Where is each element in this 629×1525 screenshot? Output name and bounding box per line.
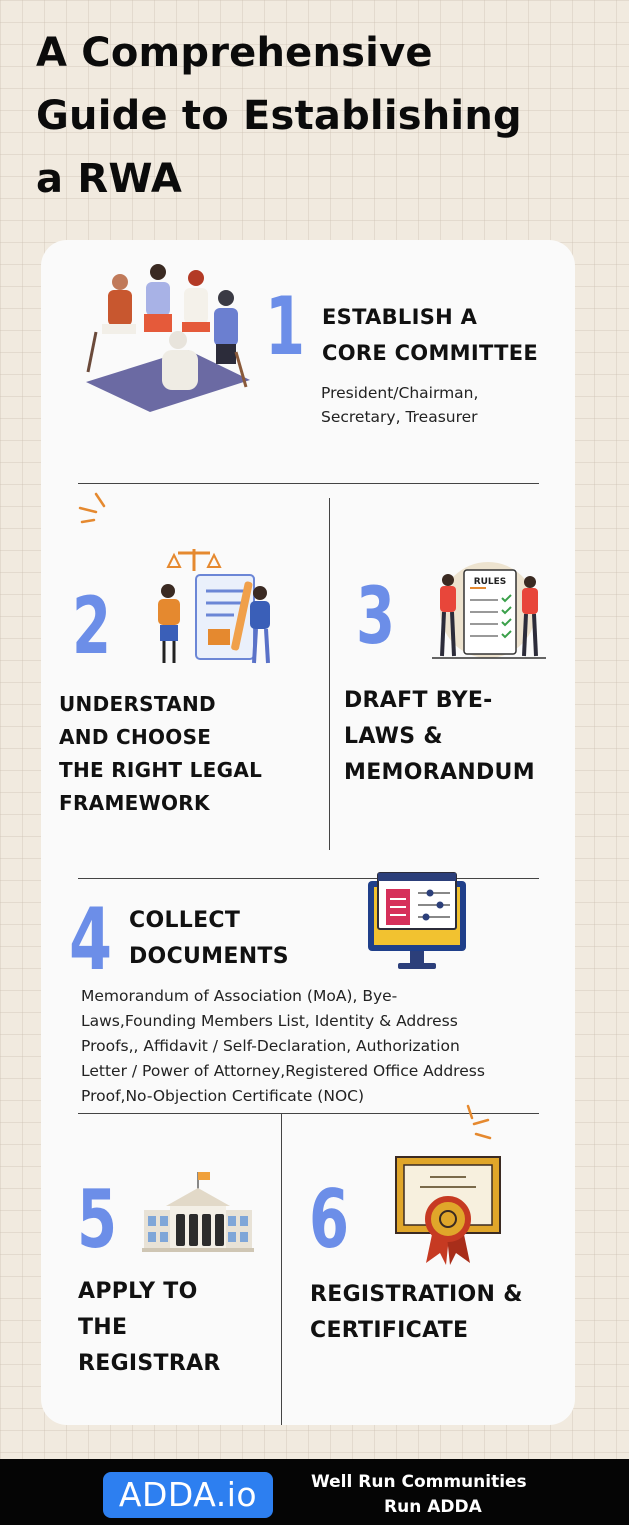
step-1-number: 1	[265, 280, 306, 373]
legal-framework-icon	[152, 545, 276, 667]
spark-lines-2-icon	[462, 1104, 494, 1140]
step-4-heading	[129, 903, 289, 975]
step-2-number: 2	[72, 582, 112, 672]
divider-1	[78, 483, 539, 484]
divider-2-3	[329, 498, 330, 850]
step-2-heading	[59, 688, 262, 820]
step-2-heading-line-4: FRAMEWORK	[59, 791, 210, 815]
rules-board-icon	[428, 560, 550, 662]
step-5-heading-line-1: APPLY TO	[78, 1279, 198, 1304]
page-title	[36, 22, 596, 211]
spark-lines-icon	[76, 490, 108, 526]
title-line-3: a RWA	[36, 156, 182, 202]
step-3-number: 3	[356, 572, 396, 662]
step-4-number: 4	[69, 890, 113, 990]
step-5-number: 5	[77, 1173, 118, 1266]
computer-document-icon	[366, 873, 468, 973]
step-3-heading-line-1: DRAFT BYE-	[344, 688, 493, 713]
step-3-heading-line-2: LAWS &	[344, 724, 443, 749]
title-line-1: A Comprehensive	[36, 30, 433, 76]
step-4-detail	[81, 984, 485, 1109]
rules-sign-label: RULES	[473, 577, 507, 587]
certificate-icon	[394, 1155, 502, 1267]
step-4-detail-line-1: Memorandum of Association (MoA), Bye-	[81, 987, 398, 1005]
divider-5-6	[281, 1113, 282, 1425]
footer-tagline-line-2: Run ADDA	[384, 1497, 482, 1517]
step-2-heading-line-2: AND CHOOSE	[59, 725, 212, 749]
step-5-heading-line-2: THE	[78, 1315, 128, 1340]
step-5-heading	[78, 1274, 221, 1382]
step-6-heading-line-2: CERTIFICATE	[310, 1318, 469, 1343]
step-6-heading-line-1: REGISTRATION &	[310, 1282, 523, 1307]
government-building-icon	[142, 1170, 254, 1252]
step-2-heading-line-3: THE RIGHT LEGAL	[59, 758, 263, 782]
step-1-detail-line-1: President/Chairman,	[321, 384, 479, 402]
step-3-heading-line-3: MEMORANDUM	[344, 760, 535, 785]
step-1-heading	[322, 299, 538, 371]
footer-tagline-line-1: Well Run Communities	[311, 1472, 527, 1492]
step-4-detail-line-3: Proofs,, Affidavit / Self-Declaration, Authorization	[81, 1037, 460, 1055]
step-1-heading-line-2: CORE COMMITTEE	[322, 341, 538, 365]
step-2-heading-line-1: UNDERSTAND	[59, 692, 216, 716]
title-line-2: Guide to Establishing	[36, 93, 522, 139]
step-4-heading-line-1: COLLECT	[129, 908, 241, 933]
adda-logo[interactable]: ADDA.io	[103, 1472, 273, 1518]
step-4-detail-line-4: Letter / Power of Attorney,Registered Office Address	[81, 1062, 485, 1080]
committee-meeting-icon	[78, 262, 253, 412]
step-1-detail-line-2: Secretary, Treasurer	[321, 408, 478, 426]
step-6-heading	[310, 1277, 523, 1349]
step-4-heading-line-2: DOCUMENTS	[129, 944, 289, 969]
step-4-detail-line-2: Laws,Founding Members List, Identity & Address	[81, 1012, 458, 1030]
footer-bar	[0, 1459, 629, 1525]
step-4-detail-line-5: Proof,No-Objection Certificate (NOC)	[81, 1087, 365, 1105]
step-5-heading-line-3: REGISTRAR	[78, 1351, 221, 1376]
step-3-heading	[344, 683, 535, 791]
step-6-number: 6	[309, 1173, 350, 1266]
divider-2	[78, 878, 539, 879]
step-1-heading-line-1: ESTABLISH A	[322, 305, 478, 329]
step-1-detail	[321, 381, 478, 429]
